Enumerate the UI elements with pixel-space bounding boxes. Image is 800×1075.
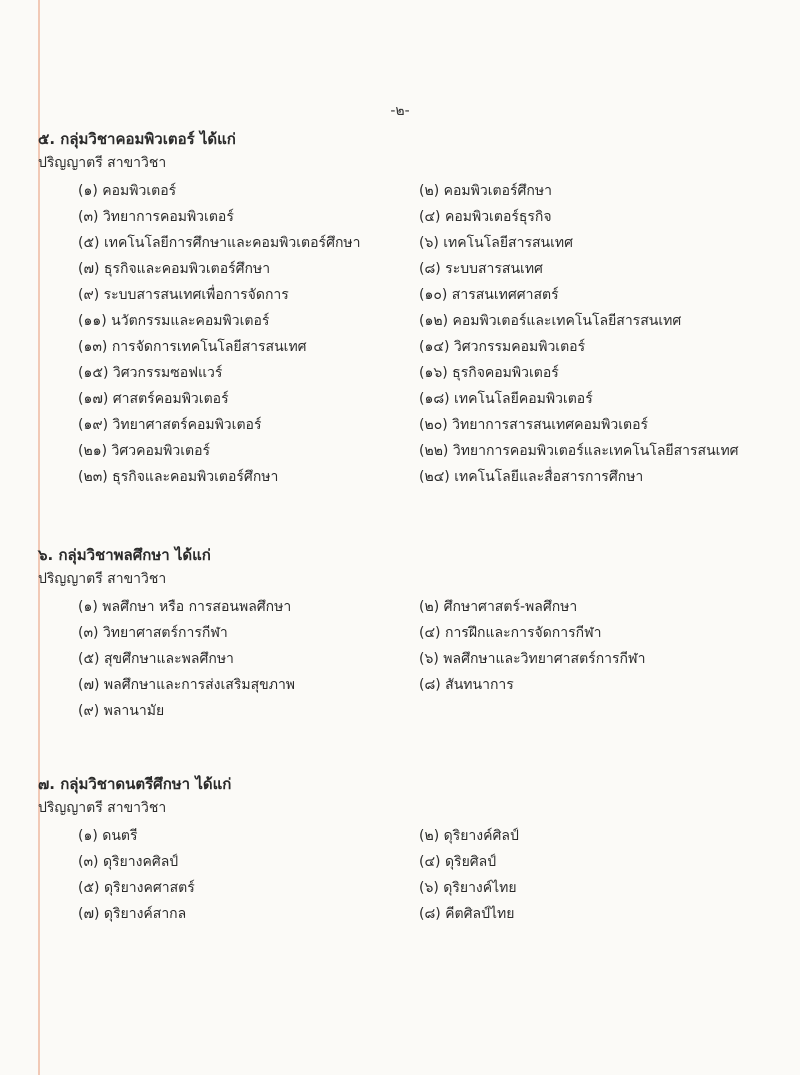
list-item: (๗) ดุริยางค์สากล xyxy=(78,906,187,922)
page-number: -๒- xyxy=(390,103,410,119)
list-item: (๔) การฝึกและการจัดการกีฬา xyxy=(419,625,602,641)
list-item: (๔) ดุริยศิลป์ xyxy=(419,854,497,870)
list-item: (๖) ดุริยางค์ไทย xyxy=(419,880,517,896)
list-item: (๑) คอมพิวเตอร์ xyxy=(78,183,177,199)
list-item: (๗) พลศึกษาและการส่งเสริมสุขภาพ xyxy=(78,677,296,693)
list-item: (๒๐) วิทยาการสารสนเทศคอมพิวเตอร์ xyxy=(419,417,648,433)
list-item: (๒๒) วิทยาการคอมพิวเตอร์และเทคโนโลยีสารสนเทศ xyxy=(419,443,739,459)
list-item: (๒) คอมพิวเตอร์ศึกษา xyxy=(419,183,552,199)
list-item: (๓) วิทยาการคอมพิวเตอร์ xyxy=(78,209,234,225)
list-item: (๑๐) สารสนเทศศาสตร์ xyxy=(419,287,559,303)
list-item: (๑) ดนตรี xyxy=(78,828,138,844)
item-list xyxy=(38,821,778,935)
section-subtitle: ปริญญาตรี สาขาวิชา xyxy=(38,800,167,816)
list-item: (๑๘) เทคโนโลยีคอมพิวเตอร์ xyxy=(419,391,593,407)
list-item: (๒๔) เทคโนโลยีและสื่อสารการศึกษา xyxy=(419,469,644,485)
list-item: (๙) พลานามัย xyxy=(78,703,165,719)
list-item: (๓) ดุริยางคศิลป์ xyxy=(78,854,179,870)
list-item: (๑๓) การจัดการเทคโนโลยีสารสนเทศ xyxy=(78,339,307,355)
list-item: (๘) สันทนาการ xyxy=(419,677,514,693)
section-title: ๖. กลุ่มวิชาพลศึกษา ได้แก่ xyxy=(38,546,211,564)
list-item: (๒) ดุริยางค์ศิลป์ xyxy=(419,828,519,844)
list-item: (๓) วิทยาศาสตร์การกีฬา xyxy=(78,625,228,641)
item-list xyxy=(38,176,778,485)
section-computer xyxy=(38,127,778,485)
section-subtitle: ปริญญาตรี สาขาวิชา xyxy=(38,155,167,171)
list-item: (๘) ระบบสารสนเทศ xyxy=(419,261,543,277)
section-music-education xyxy=(38,772,778,935)
list-item: (๖) พลศึกษาและวิทยาศาสตร์การกีฬา xyxy=(419,651,646,667)
list-item: (๑๒) คอมพิวเตอร์และเทคโนโลยีสารสนเทศ xyxy=(419,313,682,329)
section-title: ๗. กลุ่มวิชาดนตรีศึกษา ได้แก่ xyxy=(38,775,232,793)
list-item: (๑๑) นวัตกรรมและคอมพิวเตอร์ xyxy=(78,313,270,329)
list-item: (๕) เทคโนโลยีการศึกษาและคอมพิวเตอร์ศึกษา xyxy=(78,235,361,251)
list-item: (๑) พลศึกษา หรือ การสอนพลศึกษา xyxy=(78,599,292,615)
list-item: (๑๔) วิศวกรรมคอมพิวเตอร์ xyxy=(419,339,586,355)
list-item: (๒๓) ธุรกิจและคอมพิวเตอร์ศึกษา xyxy=(78,469,279,485)
list-item: (๔) คอมพิวเตอร์ธุรกิจ xyxy=(419,209,552,225)
list-item: (๑๕) วิศวกรรมซอฟแวร์ xyxy=(78,365,223,381)
section-subtitle: ปริญญาตรี สาขาวิชา xyxy=(38,571,167,587)
section-physical-education xyxy=(38,543,778,732)
list-item: (๕) ดุริยางคศาสตร์ xyxy=(78,880,195,896)
list-item: (๙) ระบบสารสนเทศเพื่อการจัดการ xyxy=(78,287,289,303)
list-item: (๕) สุขศึกษาและพลศึกษา xyxy=(78,651,234,667)
list-item: (๗) ธุรกิจและคอมพิวเตอร์ศึกษา xyxy=(78,261,271,277)
list-item: (๘) คีตศิลป์ไทย xyxy=(419,906,515,922)
list-item: (๑๗) ศาสตร์คอมพิวเตอร์ xyxy=(78,391,229,407)
list-item: (๑๖) ธุรกิจคอมพิวเตอร์ xyxy=(419,365,559,381)
section-title: ๕. กลุ่มวิชาคอมพิวเตอร์ ได้แก่ xyxy=(38,130,236,148)
list-item: (๖) เทคโนโลยีสารสนเทศ xyxy=(419,235,573,251)
item-list xyxy=(38,592,778,732)
list-item: (๒๑) วิศวคอมพิวเตอร์ xyxy=(78,443,210,459)
list-item: (๒) ศึกษาศาสตร์-พลศึกษา xyxy=(419,599,578,615)
list-item: (๑๙) วิทยาศาสตร์คอมพิวเตอร์ xyxy=(78,417,262,433)
